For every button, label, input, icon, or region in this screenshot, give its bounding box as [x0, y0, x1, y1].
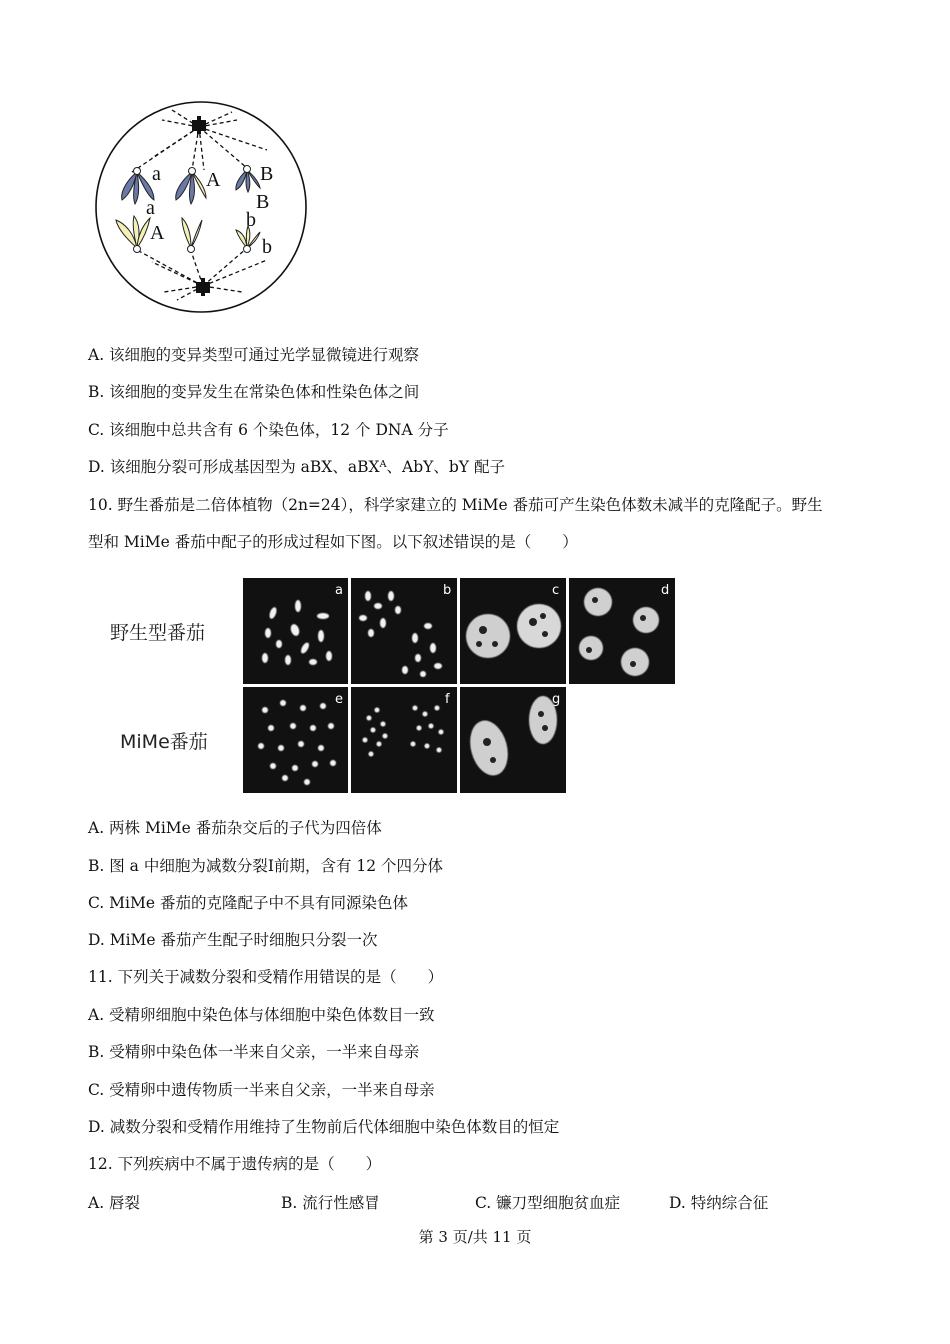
- q10-option-c: C. MiMe 番茄的克隆配子中不具有同源染色体: [88, 894, 408, 912]
- gene-label: b: [262, 236, 272, 258]
- q12-option-c: C. 镰刀型细胞贫血症: [475, 1194, 621, 1212]
- q9-option-a: A. 该细胞的变异类型可通过光学显微镜进行观察: [88, 346, 420, 364]
- page-footer: 第 3 页/共 11 页: [418, 1228, 532, 1246]
- panel-letter: b: [443, 583, 452, 598]
- q12-option-a: A. 唇裂: [88, 1194, 141, 1212]
- gene-label: a: [146, 197, 155, 219]
- gene-label: a: [152, 163, 161, 185]
- q10-option-a: A. 两株 MiMe 番茄杂交后的子代为四倍体: [88, 819, 382, 837]
- micrograph-figure: [243, 578, 675, 797]
- q10-stem-line2: 型和 MiMe 番茄中配子的形成过程如下图。以下叙述错误的是（ ）: [88, 533, 578, 551]
- q11-option-c: C. 受精卵中遗传物质一半来自父亲，一半来自母亲: [88, 1081, 435, 1099]
- q11-option-d: D. 减数分裂和受精作用维持了生物前后代体细胞中染色体数目的恒定: [88, 1118, 560, 1136]
- q9-option-b: B. 该细胞的变异发生在常染色体和性染色体之间: [88, 383, 420, 401]
- q11-option-b: B. 受精卵中染色体一半来自父亲，一半来自母亲: [88, 1043, 420, 1061]
- panel-letter: a: [335, 583, 343, 598]
- row-label-wild-type: 野生型番茄: [110, 622, 206, 644]
- gene-label: A: [206, 169, 221, 191]
- q12-stem: 12. 下列疾病中不属于遗传病的是（ ）: [88, 1155, 382, 1173]
- q10-stem-line1: 10. 野生番茄是二倍体植物（2n=24），科学家建立的 MiMe 番茄可产生染色体数未减半的克隆配子。野生: [88, 496, 823, 514]
- gene-label: B: [256, 191, 270, 213]
- panel-letter: g: [552, 692, 561, 707]
- gene-label: B: [260, 163, 274, 185]
- q10-option-d: D. MiMe 番茄产生配子时细胞只分裂一次: [88, 931, 378, 949]
- cell-division-figure: [92, 100, 312, 322]
- row-label-mime: MiMe番茄: [120, 731, 208, 753]
- q11-stem: 11. 下列关于减数分裂和受精作用错误的是（ ）: [88, 968, 444, 986]
- panel-letter: e: [335, 692, 343, 707]
- gene-label: b: [246, 209, 256, 231]
- panel-letter: c: [552, 583, 560, 598]
- q11-option-a: A. 受精卵细胞中染色体与体细胞中染色体数目一致: [88, 1006, 435, 1024]
- q9-option-d: D. 该细胞分裂可形成基因型为 aBX、aBXᴬ、AbY、bY 配子: [88, 458, 505, 476]
- gene-label: A: [150, 222, 165, 244]
- q12-option-b: B. 流行性感冒: [281, 1194, 380, 1212]
- q12-option-d: D. 特纳综合征: [669, 1194, 769, 1212]
- panel-letter: f: [445, 692, 450, 707]
- panel-letter: d: [661, 583, 670, 598]
- q9-option-c: C. 该细胞中总共含有 6 个染色体，12 个 DNA 分子: [88, 421, 449, 439]
- q10-option-b: B. 图 a 中细胞为减数分裂Ⅰ前期，含有 12 个四分体: [88, 857, 444, 875]
